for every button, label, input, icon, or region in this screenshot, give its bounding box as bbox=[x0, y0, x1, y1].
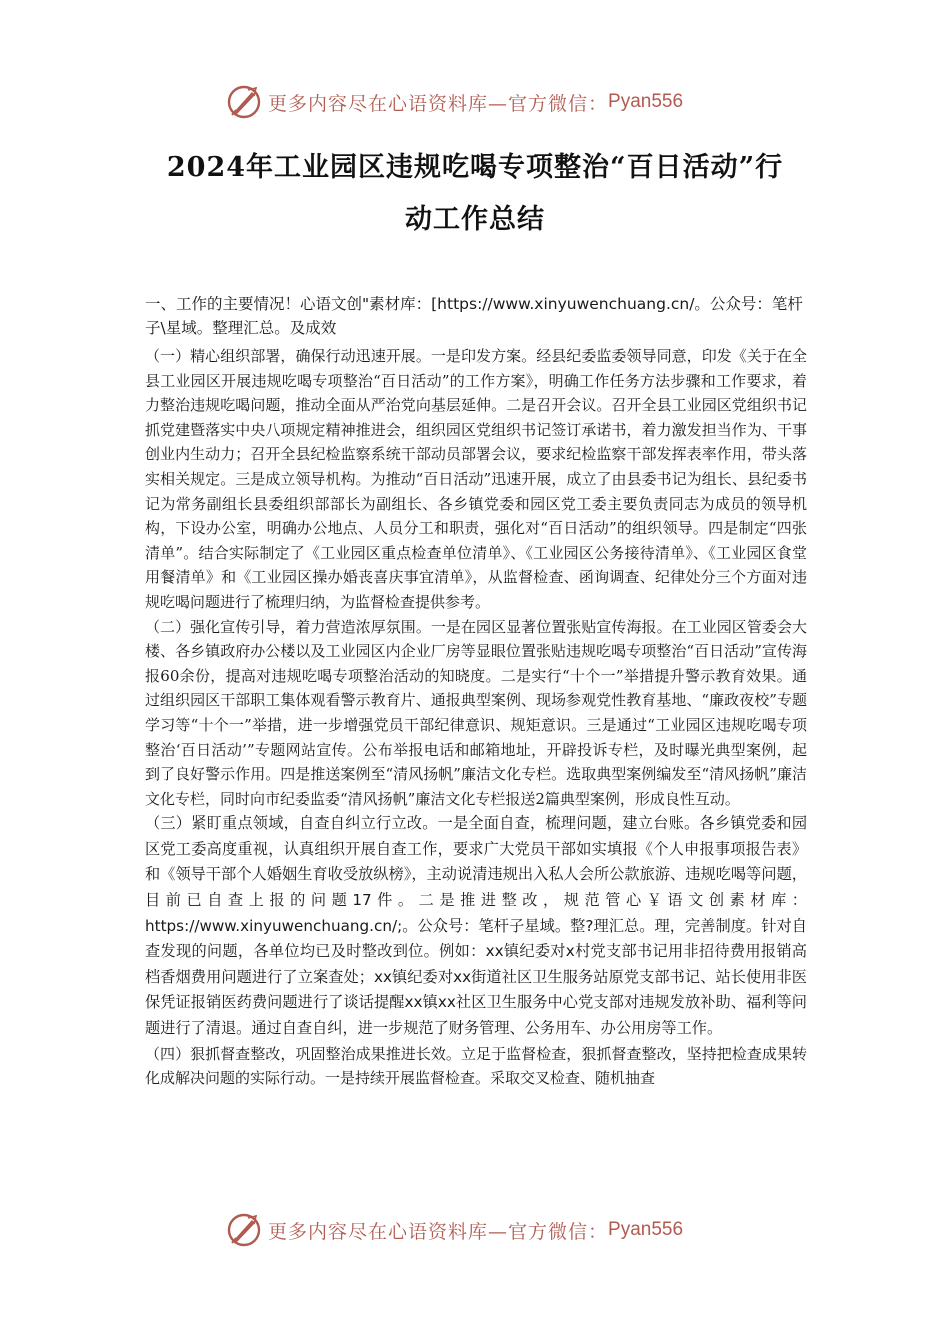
pen-quill-logo-icon bbox=[226, 84, 262, 120]
document-title bbox=[120, 142, 830, 246]
paragraph-2: （二）强化宣传引导，着力营造浓厚氛围。一是在园区显著位置张贴宣传海报。在工业园区管委会大楼、各乡镇政府办公楼以及工业园区内企业厂房等显眼位置张贴违规吃喝专项整治“百日活动”宣传海报60余份，提高对违规吃喝专项整治活动的知晓度。二是实行“十个一”举措提升警示教育效果。通过组织园区干部职工集体观看警示教育片、通报典型案例、现场参观党性教育基地、“廉政夜校”专题学习等“十个一”举措，进一步增强党员干部纪律意识、规矩意识。三是通过“工业园区违规吃喝专项整治‘百日活动’”专题网站宣传。公布举报电话和邮箱地址，开辟投诉专栏，及时曝光典型案例，起到了良好警示作用。四是推送案例至“清风扬帆”廉洁文化专栏。选取典型案例编发至“清风扬帆”廉洁文化专栏，同时向市纪委监委“清风扬帆”廉洁文化专栏报送2篇典型案例，形成良性互动。 bbox=[145, 617, 807, 808]
title-line-2: 动工作总结 bbox=[405, 204, 545, 235]
banner-text: 更多内容尽在心语资料库—官方微信： bbox=[268, 1220, 609, 1243]
paragraph-3: （三）紧盯重点领域，自查自纠立行立改。一是全面自查，梳理问题，建立台账。各乡镇党委和园区党工委高度重视，认真组织开展自查工作，要求广大党员干部如实填报《个人申报事项报告表》和《领导干部个人婚姻生育收受放纵榜》，主动说清违规出入私人会所公款旅游、违规吃喝等问题，目前已自查上报的问题17件。二是推进整改，规范管心￥语文创素材库：https://www.xinyuwenchuang.cn/;。公众号：笔杆子星域。整?理汇总。理，完善制度。针对自查发现的问题，各单位均已及时整改到位。例如：xx镇纪委对x村党支部书记用非招待费用报销高档香烟费用问题进行了立案查处；xx镇纪委对xx街道社区卫生服务站原党支部书记、站长使用非医保凭证报销医药费问题进行了谈话提醒xx镇xx社区卫生服务中心党支部对违规发放补助、福利等问题进行了清退。通过自查自纠，进一步规范了财务管理、公务用车、办公用房等工作。 bbox=[145, 814, 807, 1038]
header-banner bbox=[226, 82, 726, 122]
banner-text: 更多内容尽在心语资料库—官方微信： bbox=[268, 92, 609, 115]
banner-wechat-id: Pyan556 bbox=[608, 1219, 684, 1240]
title-line-1: 2024年工业园区违规吃喝专项整治“百日活动”行 bbox=[166, 152, 784, 183]
paragraph-4: （四）狠抓督查整改，巩固整治成果推进长效。立足于监督检查，狠抓督查整改，坚持把检查成果转化成解决问题的实际行动。一是持续开展监督检查。采取交叉检查、随机抽查 bbox=[145, 1044, 807, 1088]
section-heading: 一、工作的主要情况！心语文创"素材库：[https://www.xinyuwenchuang.cn/。公众号：笔杆子\星域。整理汇总。及成效 bbox=[145, 295, 803, 337]
banner-wechat-id: Pyan556 bbox=[608, 91, 684, 112]
footer-banner bbox=[226, 1210, 726, 1250]
document-body bbox=[145, 292, 807, 1091]
paragraph-1: （一）精心组织部署，确保行动迅速开展。一是印发方案。经县纪委监委领导同意，印发《关于在全县工业园区开展违规吃喝专项整治“百日活动”的工作方案》，明确工作任务方法步骤和工作要求，着力整治违规吃喝问题，推动全面从严治党向基层延伸。二是召开会议。召开全县工业园区党组织书记抓党建暨落实中央八项规定精神推进会，组织园区党组织书记签订承诺书，着力激发担当作为、干事创业内生动力；召开全县纪检监察系统干部动员部署会议，要求纪检监察干部发挥表率作用，带头落实相关规定。三是成立领导机构。为推动“百日活动”迅速开展，成立了由县委书记为组长、县纪委书记为常务副组长县委组织部部长为副组长、各乡镇党委和园区党工委主要负责同志为成员的领导机构，下设办公室，明确办公地点、人员分工和职责，强化对“百日活动”的组织领导。四是制定“四张清单”。结合实际制定了《工业园区重点检查单位清单》、《工业园区公务接待清单》、《工业园区食堂用餐清单》和《工业园区操办婚丧喜庆事宜清单》，从监督检查、函询调查、纪律处分三个方面对违规吃喝问题进行了梳理归纳，为监督检查提供参考。 bbox=[145, 347, 807, 611]
pen-quill-logo-icon bbox=[226, 1212, 262, 1248]
